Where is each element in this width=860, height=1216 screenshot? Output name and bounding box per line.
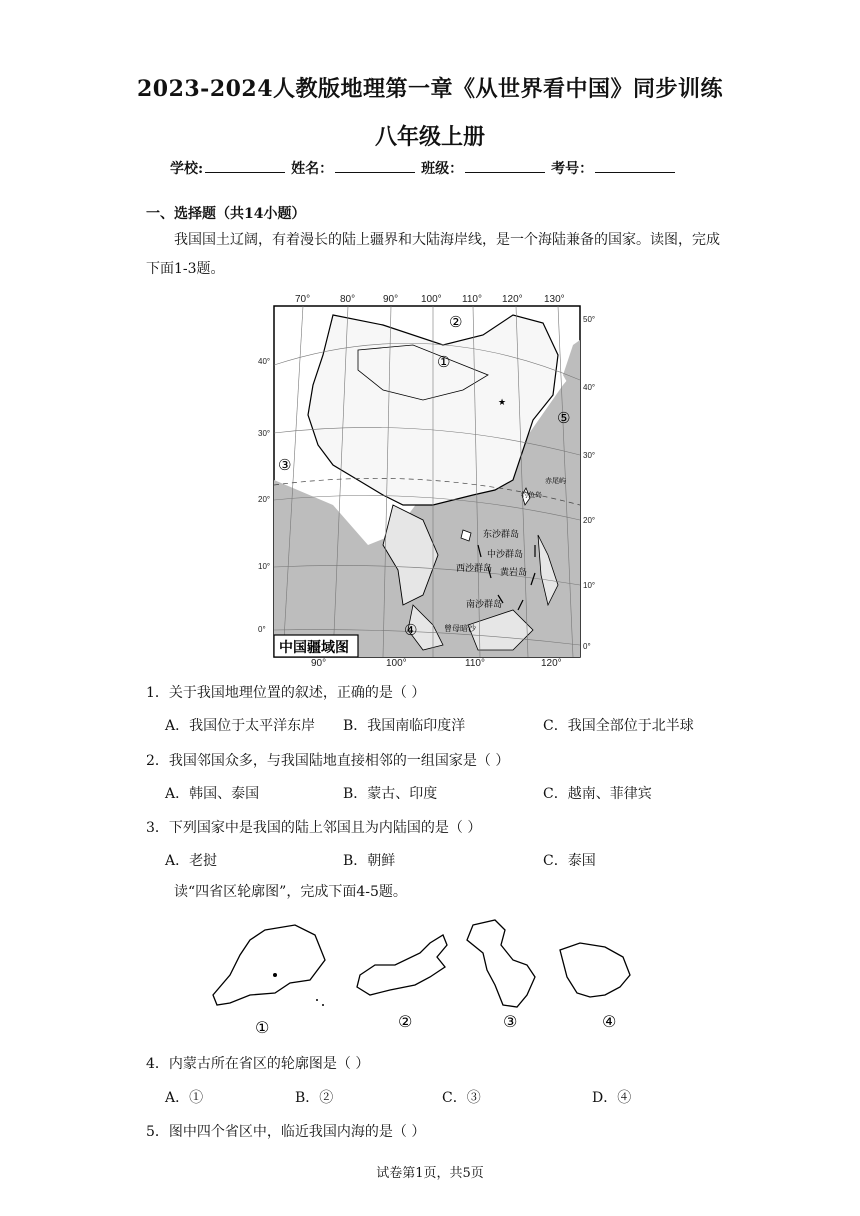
question-5: 5．图中四个省区中，临近我国内海的是（ ） bbox=[146, 1124, 426, 1140]
option-a[interactable]: A．① bbox=[165, 1090, 204, 1106]
name-field[interactable] bbox=[335, 158, 415, 173]
right-latitude-label: 0° bbox=[583, 642, 591, 651]
section-heading: 一、选择题（共14小题） bbox=[146, 206, 306, 222]
marker-4: ④ bbox=[404, 621, 418, 639]
province-outline-2 bbox=[357, 935, 447, 995]
top-longitude-label: 90° bbox=[383, 294, 399, 305]
left-latitude-label: 10° bbox=[258, 562, 271, 571]
outline-label-2: ② bbox=[398, 1012, 413, 1031]
province-outline-4 bbox=[560, 943, 630, 997]
island-label: 钓鱼岛 bbox=[521, 492, 542, 499]
marker-3: ③ bbox=[278, 456, 292, 474]
question-4: 4．内蒙古所在省区的轮廓图是（ ） bbox=[146, 1056, 370, 1072]
option-b[interactable]: B．② bbox=[295, 1090, 334, 1106]
page-subtitle: 八年级上册 bbox=[374, 124, 485, 150]
name-label: 姓名： bbox=[291, 161, 334, 177]
left-latitude-label: 20° bbox=[258, 495, 271, 504]
province-outline-1 bbox=[213, 925, 325, 1005]
intro-paragraph-2: 读“四省区轮廓图”，完成下面4-5题。 bbox=[174, 884, 407, 900]
school-label: 学校: bbox=[170, 161, 204, 177]
right-latitude-label: 10° bbox=[583, 581, 596, 590]
question-1: 1．关于我国地理位置的叙述，正确的是（ ） bbox=[146, 685, 426, 701]
option-c[interactable]: C．我国全部位于北半球 bbox=[543, 718, 694, 734]
right-latitude-label: 30° bbox=[583, 451, 596, 460]
marker-5: ⑤ bbox=[557, 409, 571, 427]
top-longitude-label: 70° bbox=[295, 294, 311, 305]
top-longitude-label: 110° bbox=[462, 294, 482, 305]
outline-label-1: ① bbox=[255, 1018, 270, 1037]
top-longitude-label: 80° bbox=[340, 294, 356, 305]
island-label: 赤尾屿 bbox=[545, 478, 566, 485]
left-latitude-label: 40° bbox=[258, 357, 271, 366]
exam-number-field[interactable] bbox=[595, 158, 675, 173]
island-label: 曾母暗沙 bbox=[444, 624, 476, 633]
island-label: 黄岩岛 bbox=[500, 567, 528, 577]
class-label: 班级： bbox=[421, 161, 464, 177]
bottom-longitude-label: 110° bbox=[465, 658, 485, 669]
school-field[interactable] bbox=[205, 158, 285, 173]
island-dot-icon bbox=[316, 999, 318, 1001]
right-latitude-label: 20° bbox=[583, 516, 596, 525]
outline-label-3: ③ bbox=[503, 1012, 518, 1031]
question-2: 2．我国邻国众多，与我国陆地直接相邻的一组国家是（ ） bbox=[146, 753, 510, 769]
option-b[interactable]: B．我国南临印度洋 bbox=[343, 718, 466, 734]
marker-2: ② bbox=[449, 313, 463, 331]
option-c[interactable]: C．越南、菲律宾 bbox=[543, 786, 652, 802]
exam-number-label: 考号： bbox=[551, 161, 594, 177]
map-right-latitudes bbox=[583, 305, 601, 658]
outline-label-4: ④ bbox=[602, 1012, 617, 1031]
province-outline-3 bbox=[467, 920, 535, 1007]
option-b[interactable]: B．蒙古、印度 bbox=[343, 786, 438, 802]
bottom-longitude-label: 100° bbox=[386, 658, 407, 669]
island-dot-icon bbox=[322, 1004, 324, 1006]
island-label: 中沙群岛 bbox=[487, 549, 524, 559]
option-c[interactable]: C．③ bbox=[442, 1090, 481, 1106]
student-info-row bbox=[170, 158, 681, 178]
top-longitude-label: 130° bbox=[544, 294, 565, 305]
option-c[interactable]: C．泰国 bbox=[543, 853, 596, 869]
right-latitude-label: 50° bbox=[583, 315, 596, 324]
china-territory-map bbox=[273, 305, 581, 658]
option-b[interactable]: B．朝鲜 bbox=[343, 853, 396, 869]
right-latitude-label: 40° bbox=[583, 383, 596, 392]
map-top-longitudes bbox=[273, 294, 581, 306]
island-label: 东沙群岛 bbox=[483, 529, 520, 539]
map-bottom-longitudes bbox=[273, 658, 581, 670]
island-label: 南沙群岛 bbox=[466, 599, 503, 609]
page-footer: 试卷第1页，共5页 bbox=[376, 1166, 484, 1181]
bottom-longitude-label: 120° bbox=[541, 658, 562, 669]
marker-1: ① bbox=[437, 353, 451, 371]
option-a[interactable]: A．老挝 bbox=[165, 853, 218, 869]
top-longitude-label: 100° bbox=[421, 294, 442, 305]
question-3: 3．下列国家中是我国的陆上邻国且为内陆国的是（ ） bbox=[146, 820, 482, 836]
province-outlines-figure bbox=[205, 915, 655, 1045]
option-a[interactable]: A．我国位于太平洋东岸 bbox=[165, 718, 316, 734]
left-latitude-label: 30° bbox=[258, 429, 271, 438]
option-a[interactable]: A．韩国、泰国 bbox=[165, 786, 260, 802]
left-latitude-label: 0° bbox=[258, 625, 266, 634]
capital-dot-icon bbox=[273, 973, 277, 977]
bottom-longitude-label: 90° bbox=[311, 658, 327, 669]
page-title: 2023-2024人教版地理第一章《从世界看中国》同步训练 bbox=[136, 76, 724, 102]
map-left-latitudes bbox=[258, 305, 274, 658]
class-field[interactable] bbox=[465, 158, 545, 173]
intro-paragraph-1: 我国国土辽阔，有着漫长的陆上疆界和大陆海岸线，是一个海陆兼备的国家。读图，完成下面1-3题。 bbox=[146, 232, 720, 277]
island-label: 西沙群岛 bbox=[456, 563, 493, 573]
map-caption: 中国疆域图 bbox=[279, 639, 349, 655]
capital-star-icon: ★ bbox=[498, 398, 507, 408]
option-d[interactable]: D．④ bbox=[592, 1090, 632, 1106]
top-longitude-label: 120° bbox=[502, 294, 523, 305]
